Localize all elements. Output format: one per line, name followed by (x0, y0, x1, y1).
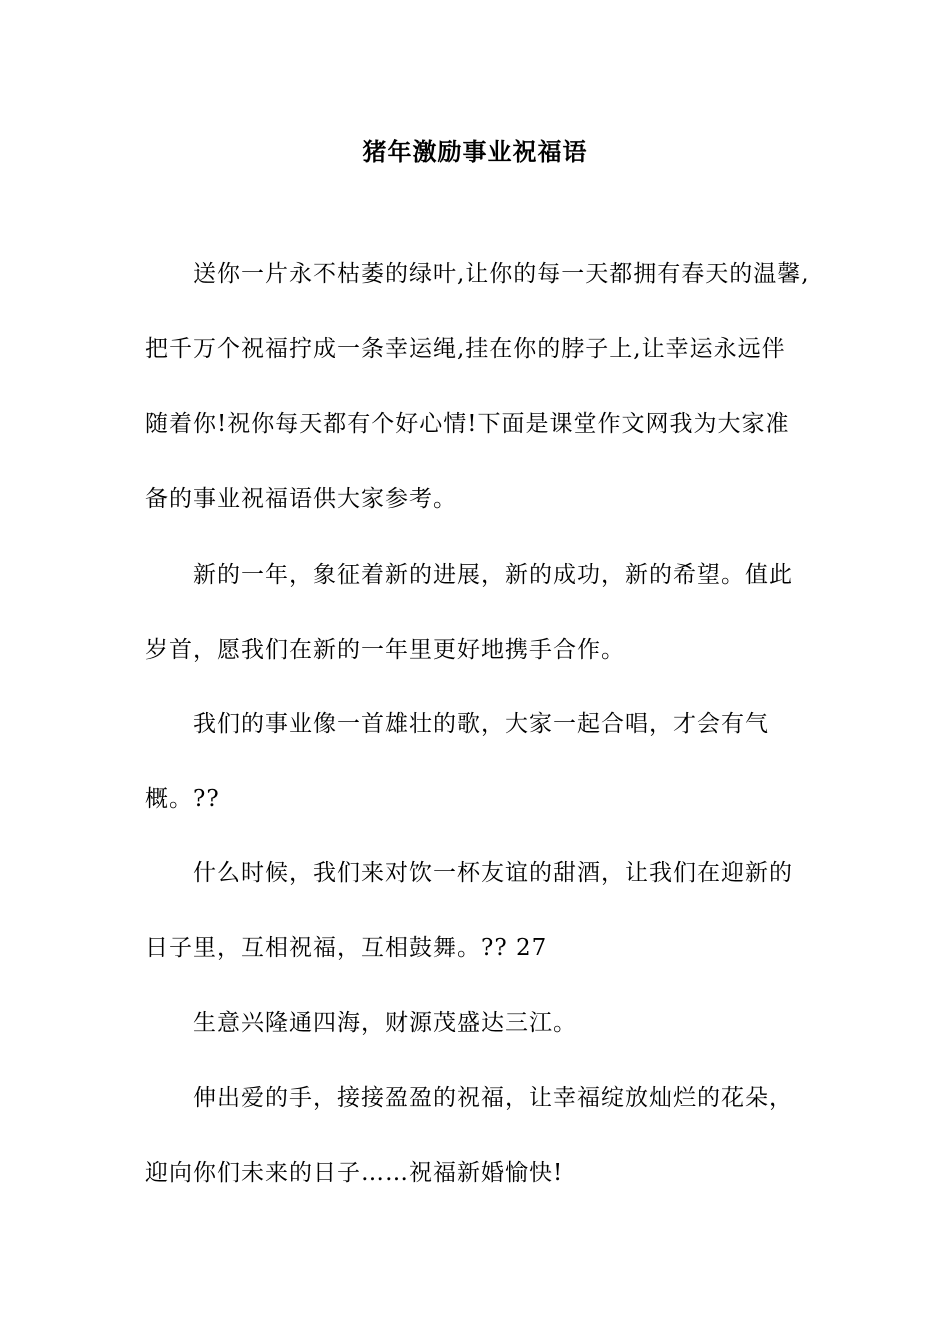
paragraph-1-line-2: 把千万个祝福拧成一条幸运绳,挂在你的脖子上,让幸运永远伴 (145, 336, 786, 362)
paragraph-4-line-1: 什么时候，我们来对饮一杯友谊的甜酒，让我们在迎新的 (193, 860, 793, 886)
paragraph-1-line-3: 随着你!祝你每天都有个好心情!下面是课堂作文网我为大家准 (145, 411, 790, 437)
paragraph-2-line-1: 新的一年，象征着新的进展，新的成功，新的希望。值此 (193, 562, 793, 588)
paragraph-3-line-2: 概。?? (145, 786, 220, 812)
document-title: 猪年激励事业祝福语 (362, 137, 588, 166)
paragraph-5-line-1: 生意兴隆通四海，财源茂盛达三江。 (193, 1010, 577, 1036)
paragraph-1-line-1: 送你一片永不枯萎的绿叶,让你的每一天都拥有春天的温馨, (193, 261, 810, 287)
paragraph-4-line-2: 日子里，互相祝福，互相鼓舞。?? 27 (145, 935, 548, 961)
paragraph-1-line-4: 备的事业祝福语供大家参考。 (145, 486, 457, 512)
paragraph-3-line-1: 我们的事业像一首雄壮的歌，大家一起合唱，才会有气 (193, 711, 769, 737)
paragraph-6-line-2: 迎向你们未来的日子……祝福新婚愉快! (145, 1160, 564, 1186)
paragraph-2-line-2: 岁首，愿我们在新的一年里更好地携手合作。 (145, 637, 625, 663)
paragraph-6-line-1: 伸出爱的手，接接盈盈的祝福，让幸福绽放灿烂的花朵， (193, 1085, 793, 1111)
